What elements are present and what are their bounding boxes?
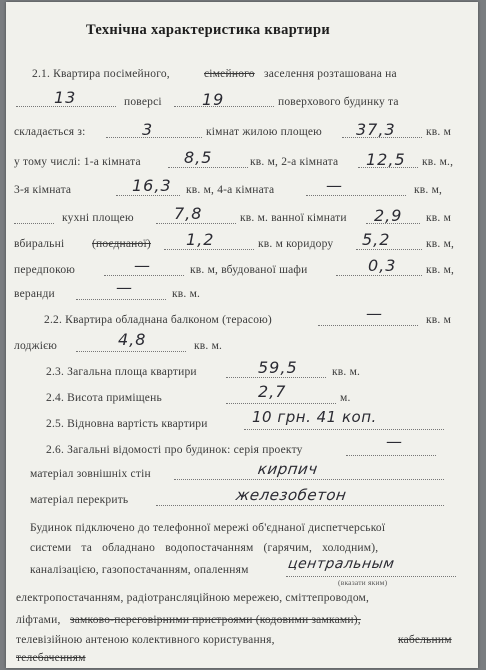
kitchen-line [156, 223, 236, 224]
wardrobe-value: 0,3 [368, 256, 397, 275]
s23-label: 2.3. Загальна площа квартири [46, 366, 197, 378]
cost-value: 10 грн. 41 коп. [252, 408, 377, 426]
balcony-line [318, 325, 418, 326]
para-line-2: системи та обладнано водопостачанням (гарячим, холодним), [30, 542, 379, 554]
toilet-line [164, 249, 254, 250]
floors-material-label: матеріал перекрить [30, 494, 129, 506]
room1-line [168, 167, 248, 168]
height-line [226, 403, 336, 404]
heating-line [286, 576, 456, 577]
s21-line3-a: складається з: [14, 126, 86, 138]
veranda-value: — [116, 278, 133, 297]
floors-material-line [156, 505, 444, 506]
series-line [346, 455, 436, 456]
walls-value: кирпич [256, 460, 320, 478]
living-area-value: 37,3 [356, 120, 396, 139]
s21-line8-b: кв. м, вбудованої шафи [190, 264, 308, 276]
s21-line6-b: кв. м. ванної кімнати [240, 212, 347, 224]
s21-line8-c: кв. м, [426, 264, 455, 276]
s25-label: 2.5. Відновна вартість квартири [46, 418, 208, 430]
s21-line4-a: у тому числі: 1-а кімната [14, 156, 141, 168]
s21-line1-b: заселення розташована на [264, 68, 397, 80]
veranda-line [76, 299, 166, 300]
s21-line7-strike: (поєднаної) [92, 238, 151, 250]
s22-line2-a: лоджією [14, 340, 58, 352]
para-line-6-strike: кабельним [398, 634, 452, 646]
room3-line [116, 195, 180, 196]
s21-line1-a: 2.1. Квартира посімейного, [32, 68, 170, 80]
loggia-line [76, 351, 186, 352]
s21-line7-c: кв. м, [426, 238, 455, 250]
s21-line2-b: поверхового будинку та [278, 96, 399, 108]
s23-unit: кв. м. [332, 366, 361, 378]
s21-line9-b: кв. м. [172, 288, 201, 300]
total-area-value: 59,5 [258, 358, 298, 377]
corridor-value: 5,2 [362, 230, 391, 249]
kitchen-pre-line [14, 223, 54, 224]
s21-line5-c: кв. м, [414, 184, 443, 196]
balcony-value: — [366, 304, 383, 323]
s26-label: 2.6. Загальні відомості про будинок: серія проекту [46, 444, 303, 456]
bathroom-value: 2,9 [374, 206, 403, 225]
s21-line5-a: 3-я кімната [14, 184, 72, 196]
para-line-4: електропостачанням, радіотрансляційною мережею, сміттепроводом, [16, 592, 370, 604]
s21-line6-a: кухні площею [62, 212, 134, 224]
s21-line4-c: кв. м., [422, 156, 454, 168]
room3-value: 16,3 [132, 176, 172, 195]
cost-line [244, 429, 444, 430]
s21-line8-a: передпокою [14, 264, 76, 276]
s22-unit1: кв. м [426, 314, 452, 326]
s22-unit2: кв. м. [194, 340, 223, 352]
room4-line [306, 195, 406, 196]
total-area-line [226, 377, 326, 378]
s24-unit: м. [340, 392, 351, 404]
rooms-line [106, 137, 202, 138]
para-line-1: Будинок підключено до телефонної мережі об'єднаної диспетчерської [30, 522, 386, 534]
room1-value: 8,5 [184, 148, 213, 167]
s21-line3-b: кімнат жилою площею [206, 126, 322, 138]
heating-value: центральным [286, 556, 396, 572]
kitchen-value: 7,8 [174, 204, 203, 223]
heating-note: (вказати яким) [338, 578, 388, 587]
s21-line7-a: вбиральні [14, 238, 65, 250]
rooms-value: 3 [142, 120, 154, 139]
para-line-5-strike: замково-переговірними пристроями (кодовими замками), [70, 614, 361, 626]
s21-line5-b: кв. м, 4-а кімната [186, 184, 275, 196]
para-line-6-a: телевізійною антеною колективного користування, [16, 634, 275, 646]
hall-value: — [134, 256, 151, 275]
para-line-3: каналізацією, газопостачанням, опаленням [30, 564, 249, 576]
series-value: — [386, 432, 403, 451]
s21-line6-c: кв. м [426, 212, 452, 224]
hall-line [104, 275, 184, 276]
para-line-7-strike: телебаченням [16, 652, 86, 664]
corridor-line [356, 249, 422, 250]
floors-total-value: 19 [202, 90, 225, 109]
room2-value: 12,5 [366, 150, 406, 169]
height-value: 2,7 [258, 382, 287, 401]
para-line-5-a: ліфтами, [16, 614, 61, 626]
s21-line2-a: поверсі [124, 96, 162, 108]
wardrobe-line [336, 275, 422, 276]
walls-label: матеріал зовнішніх стін [30, 468, 151, 480]
s22-line1: 2.2. Квартира обладнана балконом (терасою) [44, 314, 272, 326]
s24-label: 2.4. Висота приміщень [46, 392, 162, 404]
room4-value: — [326, 176, 343, 195]
loggia-value: 4,8 [118, 330, 147, 349]
unit-living: кв. м [426, 126, 452, 138]
floors-material-value: железобетон [234, 486, 348, 504]
document-sheet [6, 2, 478, 668]
floor-value: 13 [54, 88, 77, 107]
walls-line [174, 479, 444, 480]
s21-line4-b: кв. м, 2-а кімната [250, 156, 339, 168]
toilet-value: 1,2 [186, 230, 215, 249]
page-title: Технічна характеристика квартири [86, 22, 330, 38]
s21-line7-b: кв. м коридору [258, 238, 334, 250]
s21-line9-a: веранди [14, 288, 55, 300]
s21-line1-strike: сімейного [204, 68, 255, 80]
